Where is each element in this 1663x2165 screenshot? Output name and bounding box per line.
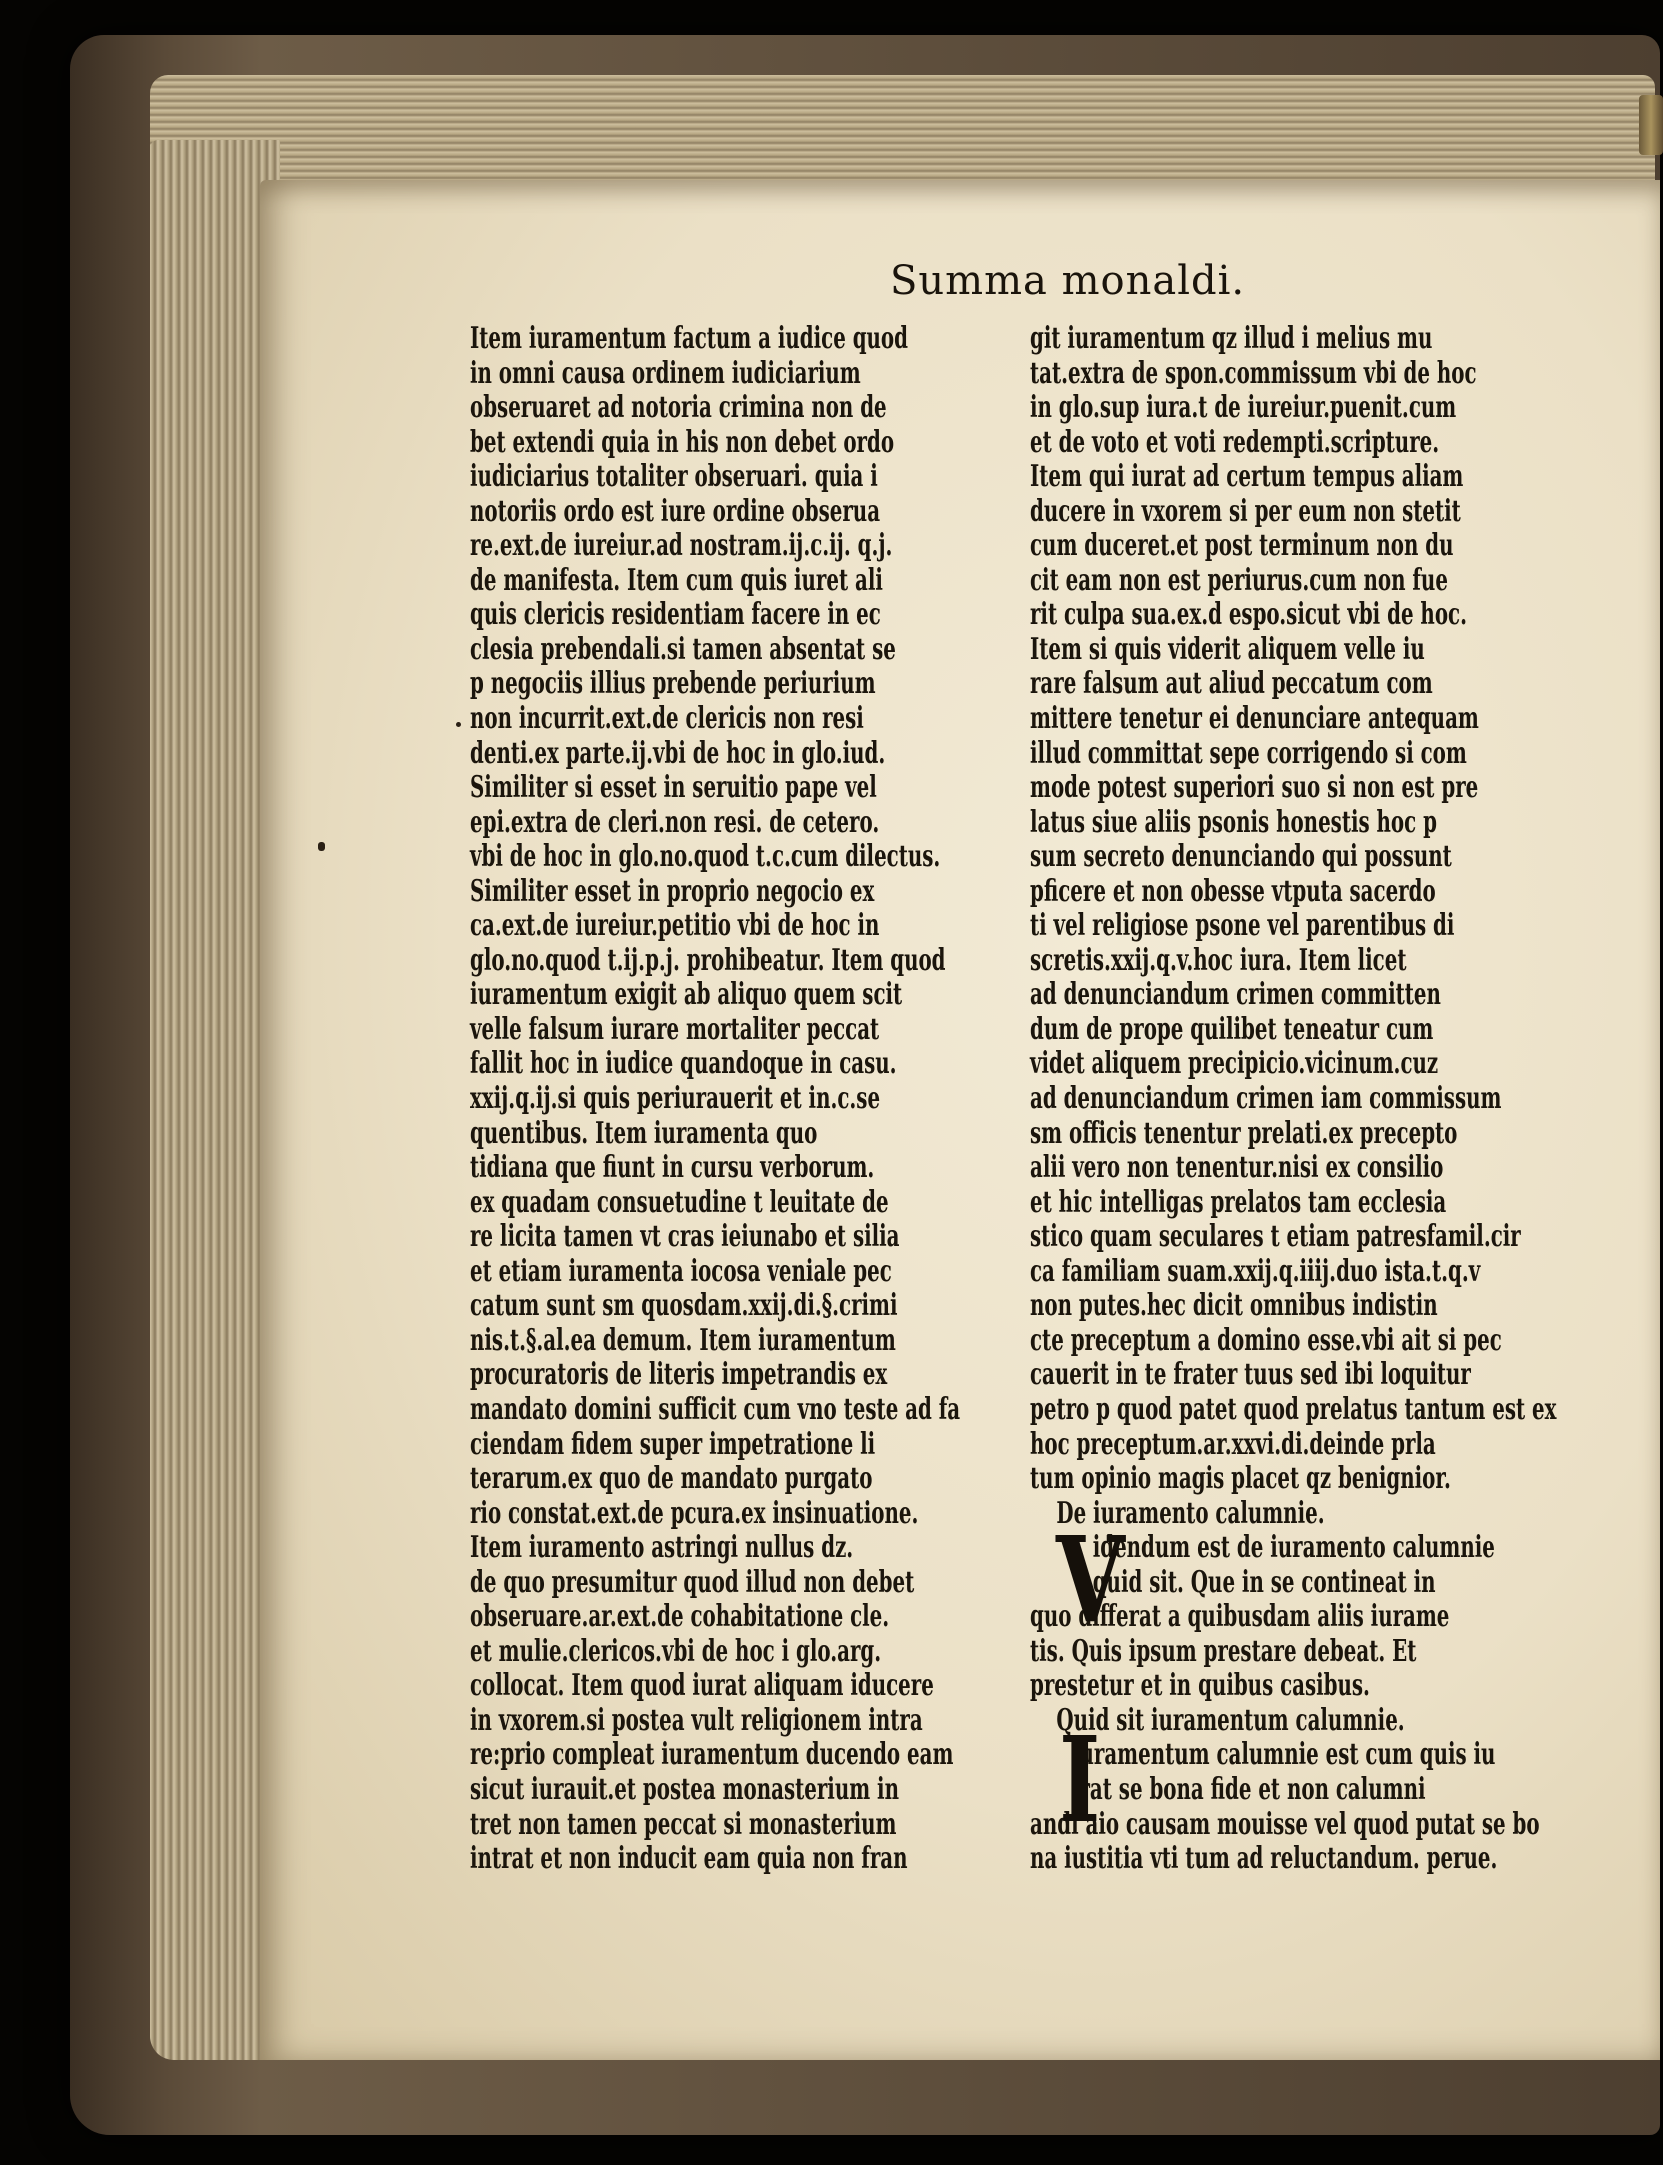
text-line: terarum.ex quo de mandato purgato	[470, 1461, 873, 1497]
decorated-initial-v: V	[1056, 1510, 1125, 1649]
text-line: ti vel religiose psone vel parentibus di	[1030, 908, 1455, 944]
text-line: clesia prebendali.si tamen absentat se	[470, 631, 896, 667]
text-line: tret non tamen peccat si monasterium	[470, 1806, 897, 1842]
text-line: re.ext.de iureiur.ad nostram.ij.c.ij. q.j.	[470, 528, 893, 564]
text-line: non incurrit.ext.de clericis non resi	[470, 701, 864, 737]
text-line: fallit hoc in iudice quandoque in casu.	[470, 1046, 897, 1082]
text-line: procuratoris de literis impetrandis ex	[470, 1357, 888, 1393]
page-edges-top	[150, 75, 1655, 195]
text-line: alii vero non tenentur.nisi ex consilio	[1030, 1150, 1444, 1186]
text-line: tat.extra de spon.commissum vbi de hoc	[1030, 355, 1477, 391]
text-line: intrat et non inducit eam quia non fran	[470, 1841, 908, 1877]
text-line: ex quadam consuetudine t leuitate de	[470, 1184, 889, 1220]
text-line: cit eam non est periurus.cum non fue	[1030, 562, 1448, 598]
ink-speck	[456, 722, 461, 727]
text-line: iuramentum exigit ab aliquo quem scit	[470, 977, 903, 1013]
text-line: catum sunt sm quosdam.xxij.di.§.crimi	[470, 1288, 898, 1324]
text-line: mode potest superiori suo si non est pre	[1030, 770, 1479, 806]
clasp	[1639, 95, 1663, 155]
text-line: de manifesta. Item cum quis iuret ali	[470, 562, 883, 598]
text-line: rat se bona fide et non calumni	[1079, 1771, 1426, 1807]
text-line: epi.extra de cleri.non resi. de cetero.	[470, 804, 880, 840]
text-line: bet extendi quia in his non debet ordo	[470, 424, 895, 460]
text-line: nis.t.§.al.ea demum. Item iuramentum	[470, 1322, 896, 1358]
text-line: tum opinio magis placet qz benignior.	[1030, 1461, 1451, 1497]
text-line: in omni causa ordinem iudiciarium	[470, 355, 861, 391]
text-line: et etiam iuramenta iocosa veniale pec	[470, 1253, 892, 1289]
text-line: scretis.xxij.q.v.hoc iura. Item licet	[1030, 942, 1407, 978]
text-line: iudiciarius totaliter obseruari. quia i	[470, 459, 878, 495]
text-line: videt aliquem precipicio.vicinum.cuz	[1030, 1046, 1439, 1082]
text-line: sm officis tenentur prelati.ex precepto	[1030, 1115, 1458, 1151]
text-line: de quo presumitur quod illud non debet	[470, 1564, 915, 1600]
text-line: non putes.hec dicit omnibus indistin	[1030, 1288, 1438, 1324]
text-line: quis clericis residentiam facere in ec	[470, 597, 881, 633]
running-head: Summa monaldi.	[890, 258, 1246, 304]
text-line: et de voto et voti redempti.scripture.	[1030, 424, 1440, 460]
text-line: pficere et non obesse vtputa sacerdo	[1030, 873, 1436, 909]
text-line: rit culpa sua.ex.d espo.sicut vbi de hoc.	[1030, 597, 1467, 633]
subheading: Quid sit iuramentum calumnie.	[1056, 1702, 1405, 1738]
text-line: ca familiam suam.xxij.q.iiij.duo ista.t.q.v	[1030, 1253, 1481, 1289]
text-line: re:prio compleat iuramentum ducendo eam	[470, 1737, 954, 1773]
text-line: tidiana que fiunt in cursu verborum.	[470, 1150, 875, 1186]
text-line: rare falsum aut aliud peccatum com	[1030, 666, 1433, 702]
text-line: ad denunciandum crimen iam commissum	[1030, 1081, 1502, 1117]
text-line: hoc preceptum.ar.xxvi.di.deinde prla	[1030, 1426, 1436, 1462]
text-line: git iuramentum qz illud i melius mu	[1030, 321, 1433, 356]
text-line: cauerit in te frater tuus sed ibi loquitur	[1030, 1357, 1471, 1393]
text-line: et hic intelligas prelatos tam ecclesia	[1030, 1184, 1447, 1220]
text-line: illud committat sepe corrigendo si com	[1030, 735, 1467, 771]
text-line: obseruaret ad notoria crimina non de	[470, 390, 887, 426]
text-line: dum de prope quilibet teneatur cum	[1030, 1011, 1434, 1047]
text-line: obseruare.ar.ext.de cohabitatione cle.	[470, 1599, 890, 1635]
text-line: tis. Quis ipsum prestare debeat. Et	[1030, 1633, 1417, 1669]
text-line: in glo.sup iura.t de iureiur.puenit.cum	[1030, 390, 1457, 426]
text-line: denti.ex parte.ij.vbi de hoc in glo.iud.	[470, 735, 886, 771]
text-line: ca.ext.de iureiur.petitio vbi de hoc in	[470, 908, 880, 944]
text-line: ciendam fidem super impetratione li	[470, 1426, 876, 1462]
text-line: rio constat.ext.de pcura.ex insinuatione.	[470, 1495, 919, 1531]
text-line: idendum est de iuramento calumnie	[1092, 1530, 1495, 1566]
decorated-initial-i: I	[1059, 1710, 1101, 1849]
text-line: sicut iurauit.et postea monasterium in	[470, 1771, 899, 1807]
text-line: Similiter esset in proprio negocio ex	[470, 873, 875, 909]
text-line: quo differat a quibusdam aliis iurame	[1030, 1599, 1450, 1635]
text-line: mandato domini sufficit cum vno teste ad fa	[470, 1391, 961, 1427]
text-line: glo.no.quod t.ij.p.j. prohibeatur. Item quod	[470, 942, 946, 978]
text-line: latus siue aliis psonis honestis hoc p	[1030, 804, 1437, 840]
text-line: notoriis ordo est iure ordine obserua	[470, 493, 881, 529]
text-line: quentibus. Item iuramenta quo	[470, 1115, 818, 1151]
text-line: p negociis illius prebende periurium	[470, 666, 876, 702]
text-line: vbi de hoc in glo.no.quod t.c.cum dilectus.	[470, 839, 941, 875]
left-column	[470, 322, 960, 1877]
text-line: xxij.q.ij.si quis periurauerit et in.c.se	[470, 1081, 881, 1117]
text-line: Item iuramentum factum a iudice quod	[470, 321, 908, 356]
text-line: cum duceret.et post terminum non du	[1030, 528, 1454, 564]
text-line: quid sit. Que in se contineat in	[1092, 1564, 1436, 1600]
text-line: ad denunciandum crimen committen	[1030, 977, 1441, 1013]
text-line: stico quam seculares t etiam patresfamil.cir	[1030, 1219, 1521, 1255]
text-line: et mulie.clericos.vbi de hoc i glo.arg.	[470, 1633, 882, 1669]
text-line: sum secreto denunciando qui possunt	[1030, 839, 1452, 875]
text-line: in vxorem.si postea vult religionem intra	[470, 1702, 923, 1738]
section-heading: De iuramento calumnie.	[1056, 1495, 1325, 1531]
text-line: collocat. Item quod iurat aliquam iducere	[470, 1668, 934, 1704]
text-line: Item si quis viderit aliquem velle iu	[1030, 631, 1425, 667]
text-line: ducere in vxorem si per eum non stetit	[1030, 493, 1461, 529]
text-line: mittere tenetur ei denunciare antequam	[1030, 701, 1479, 737]
ink-speck	[318, 842, 325, 851]
text-line: andi aio causam mouisse vel quod putat se bo	[1030, 1806, 1540, 1842]
text-line: uramentum calumnie est cum quis iu	[1079, 1737, 1496, 1773]
text-line: velle falsum iurare mortaliter peccat	[470, 1011, 880, 1047]
text-line: petro p quod patet quod prelatus tantum est ex	[1030, 1391, 1557, 1427]
text-line: cte preceptum a domino esse.vbi ait si pec	[1030, 1322, 1502, 1358]
text-line: re licita tamen vt cras ieiunabo et silia	[470, 1219, 900, 1255]
text-line: prestetur et in quibus casibus.	[1030, 1668, 1370, 1704]
text-line: Similiter si esset in seruitio pape vel	[470, 770, 877, 806]
text-line: Item qui iurat ad certum tempus aliam	[1030, 459, 1464, 495]
text-line: na iustitia vti tum ad reluctandum. perue.	[1030, 1841, 1498, 1877]
text-line: Item iuramento astringi nullus dz.	[470, 1530, 854, 1566]
